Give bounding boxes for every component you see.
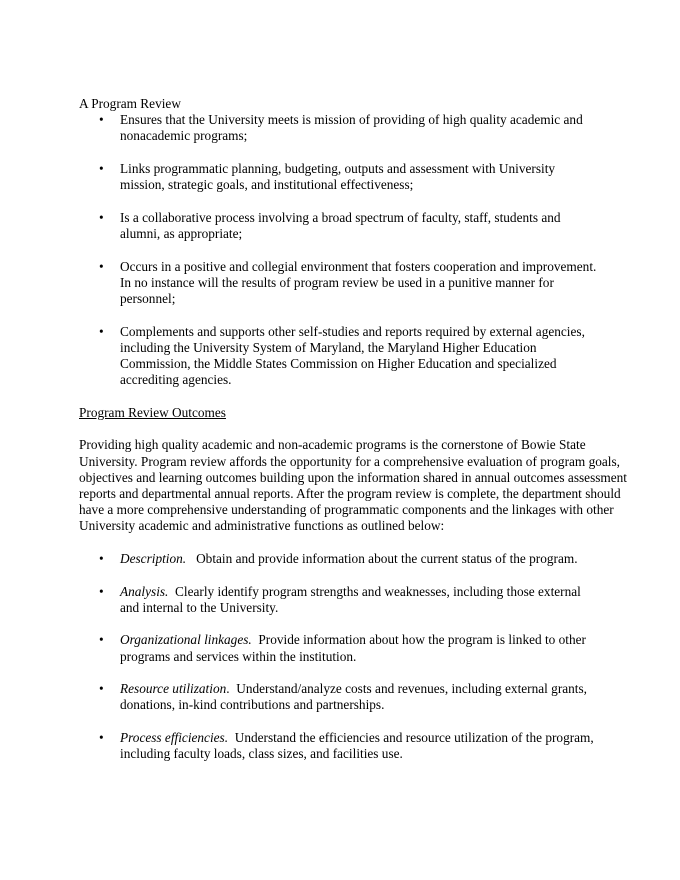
list-item-text (120, 632, 592, 664)
list-item-text: Complements and supports other self-studies and reports required by external agencies, including the University System of Maryland, the Maryland Higher Education Commission, the Middle States Commission on Higher Education and specialized accrediting agencies. (120, 323, 585, 388)
bullet-icon: • (99, 209, 104, 225)
list-item-text: Is a collaborative process involving a broad spectrum of faculty, staff, students and alumni, as appropriate; (120, 209, 561, 241)
list-item-term: Organizational linkages. (120, 632, 252, 648)
list-item (79, 681, 631, 713)
list-item-term: Analysis. (120, 583, 169, 599)
list-item (79, 730, 631, 762)
list-item-term: Process efficiencies. (120, 729, 229, 745)
bullet-icon: • (99, 112, 104, 128)
list-item (79, 161, 631, 193)
list-item (79, 584, 631, 616)
list-item-text: Occurs in a positive and collegial environment that fosters cooperation and improvement. In no instance will the results of program review be used in a punitive manner for personnel; (120, 258, 597, 306)
bullet-icon: • (99, 583, 104, 599)
outcomes-list (79, 551, 631, 762)
page-content (79, 96, 631, 779)
list-item-body: Clearly identify program strengths and weaknesses, including those external and internal to the University. (120, 583, 585, 615)
section-title-outcomes: Program Review Outcomes (79, 404, 226, 420)
list-item-text (120, 551, 600, 567)
list-item (79, 324, 631, 389)
bullet-icon: • (99, 681, 104, 697)
list-item (79, 259, 631, 308)
list-item-term: Description. (120, 551, 187, 566)
outcomes-paragraph: Providing high quality academic and non-academic programs is the cornerstone of Bowie State University. Program review affords the opportunity for a comprehensive evaluation of program goals, objectives and learning outcomes building upon the information shared in annual outcomes assessment reports and departmental annual reports. After the program review is complete, the department should have a more comprehensive understanding of programmatic components and the linkages with other University academic and administrative functions as outlined below: (79, 437, 628, 534)
list-item (79, 632, 631, 664)
list-item-body: Provide information about how the program is linked to other programs and services within the institution. (120, 632, 590, 664)
list-item-text (120, 730, 602, 762)
list-item (79, 210, 631, 242)
list-item (79, 551, 631, 567)
list-item-term: Resource utilization (120, 681, 227, 697)
bullet-icon: • (99, 258, 104, 274)
list-item-text: Ensures that the University meets is mission of providing of high quality academic and nonacademic programs; (120, 112, 583, 144)
bullet-icon: • (99, 729, 104, 745)
list-item-body: Understand the efficiencies and resource utilization of the program, including faculty loads, class sizes, and facilities use. (120, 729, 598, 762)
list-item-text (120, 681, 594, 713)
list-item-body: . Understand/analyze costs and revenues, including external grants, donations, in-kind contributions and partnerships. (120, 681, 591, 713)
bullet-icon: • (99, 323, 104, 339)
bullet-icon: • (99, 551, 104, 566)
bullet-icon: • (99, 161, 104, 176)
list-item-text (120, 584, 586, 616)
list-item-body: Obtain and provide information about the current status of the program. (186, 551, 578, 566)
list-item-text: Links programmatic planning, budgeting, outputs and assessment with University mission, strategic goals, and institutional effectiveness; (120, 161, 556, 193)
program-review-list (79, 112, 631, 388)
section-heading-program-review: A Program Review (79, 96, 181, 111)
bullet-icon: • (99, 632, 104, 648)
list-item (79, 112, 631, 144)
